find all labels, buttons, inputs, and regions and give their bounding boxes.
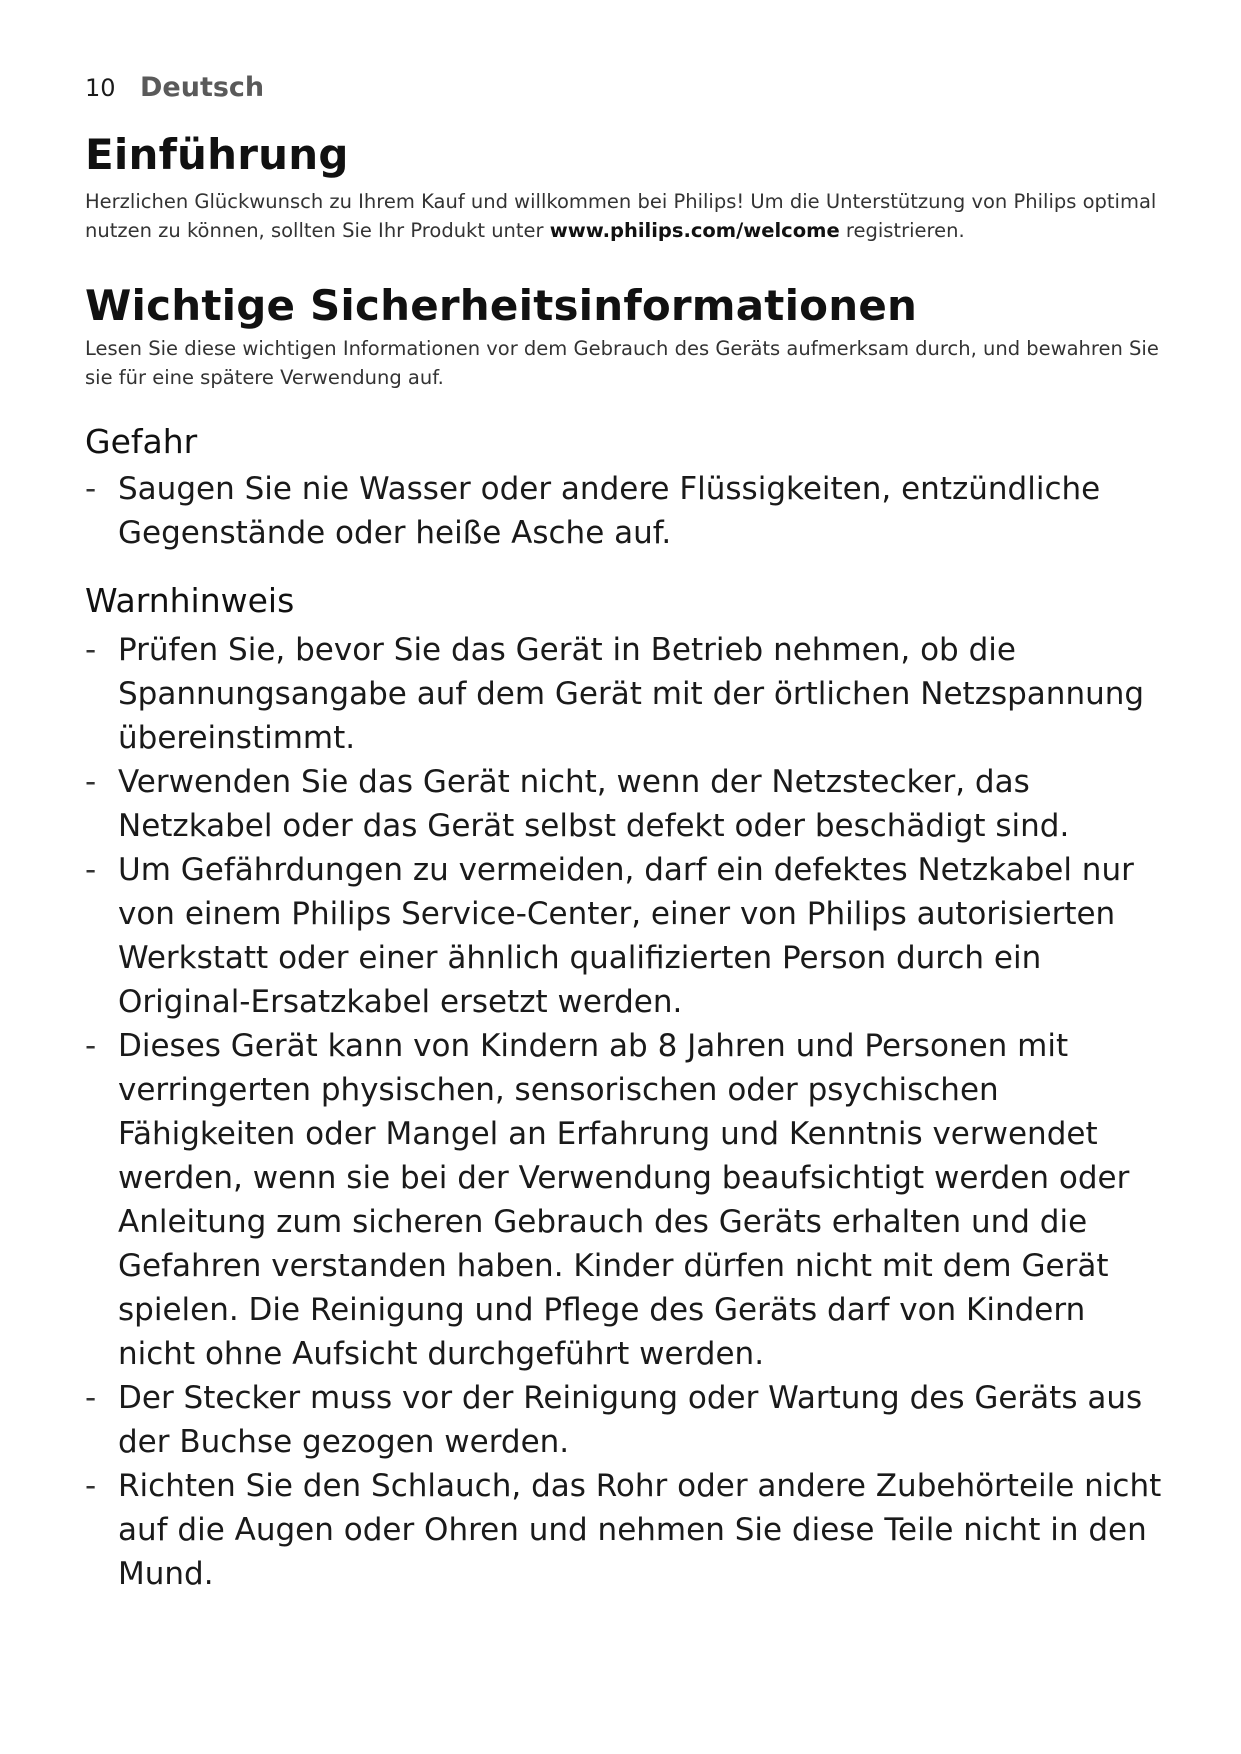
list-item-text: Dieses Gerät kann von Kindern ab 8 Jahren und Personen mit verringerten physischen, sensorischen oder psychischen Fähigkeiten oder Mangel an Erfahrung und Kenntnis verwendet werden, wenn sie bei der Verwendung beaufsichtigt werden oder Anleitung zum sicheren Gebrauch des Geräts erhalten und die Gefahren verstanden haben. Kinder dürfen nicht mit dem Gerät spielen. Die Reinigung und Pflege des Geräts darf von Kindern nicht ohne Aufsicht durchgeführt werden. [118,1028,1130,1372]
list-item [85,1024,1165,1376]
list-item [85,467,1165,555]
list-item-text: Richten Sie den Schlauch, das Rohr oder andere Zubehörteile nicht auf die Augen oder Ohren und nehmen Sie diese Teile nicht in den Mund. [118,1468,1162,1592]
intro-text [85,187,1165,245]
bullet-dash: - [85,632,97,668]
warning-title: Warnhinweis [85,581,295,620]
bullet-dash: - [85,764,97,800]
list-item-text: Um Gefährdungen zu vermeiden, darf ein defektes Netzkabel nur von einem Philips Service-Center, einer von Philips autorisierten Werkstatt oder einer ähnlich qualifizierten Person durch ein Original-Ersatzkabel ersetzt werden. [118,852,1134,1020]
list-item [85,628,1165,760]
list-item [85,760,1165,848]
danger-section [85,422,1165,555]
bullet-dash: - [85,852,97,888]
bullet-dash: - [85,1468,97,1504]
header-language: Deutsch [140,72,265,103]
list-item [85,848,1165,1024]
running-header [85,72,1165,122]
welcome-url: www.philips.com/welcome [549,219,840,242]
danger-title: Gefahr [85,422,198,461]
safety-title: Wichtige Sicherheitsinformationen [85,281,918,330]
list-item-text: Der Stecker muss vor der Reinigung oder Wartung des Geräts aus der Buchse gezogen werden. [118,1380,1143,1460]
intro-text-after: registrieren. [839,219,965,242]
warning-list [85,628,1165,1596]
bullet-dash: - [85,1028,97,1064]
list-item [85,1376,1165,1464]
intro-text-before: Herzlichen Glückwunsch zu Ihrem Kauf und willkommen bei Philips! Um die Unterstützung von Philips optimal nutzen zu können, sollten Sie Ihr Produkt unter [85,190,1157,242]
intro-section [85,130,1165,245]
list-item [85,1464,1165,1596]
safety-section [85,281,1165,392]
page-number: 10 [85,74,116,102]
list-item-text: Saugen Sie nie Wasser oder andere Flüssigkeiten, entzündliche Gegenstände oder heiße Asche auf. [118,471,1101,551]
bullet-dash: - [85,471,97,507]
intro-title: Einführung [85,130,349,179]
list-item-text: Verwenden Sie das Gerät nicht, wenn der Netzstecker, das Netzkabel oder das Gerät selbst defekt oder beschädigt sind. [118,764,1070,844]
safety-text: Lesen Sie diese wichtigen Informationen vor dem Gebrauch des Geräts aufmerksam durch, und bewahren Sie sie für eine spätere Verwendung auf. [85,337,1159,389]
bullet-dash: - [85,1380,97,1416]
warning-section [85,581,1165,1596]
list-item-text: Prüfen Sie, bevor Sie das Gerät in Betrieb nehmen, ob die Spannungsangabe auf dem Gerät mit der örtlichen Netzspannung übereinstimmt. [118,632,1145,756]
danger-list [85,467,1165,555]
manual-page [85,72,1165,1596]
